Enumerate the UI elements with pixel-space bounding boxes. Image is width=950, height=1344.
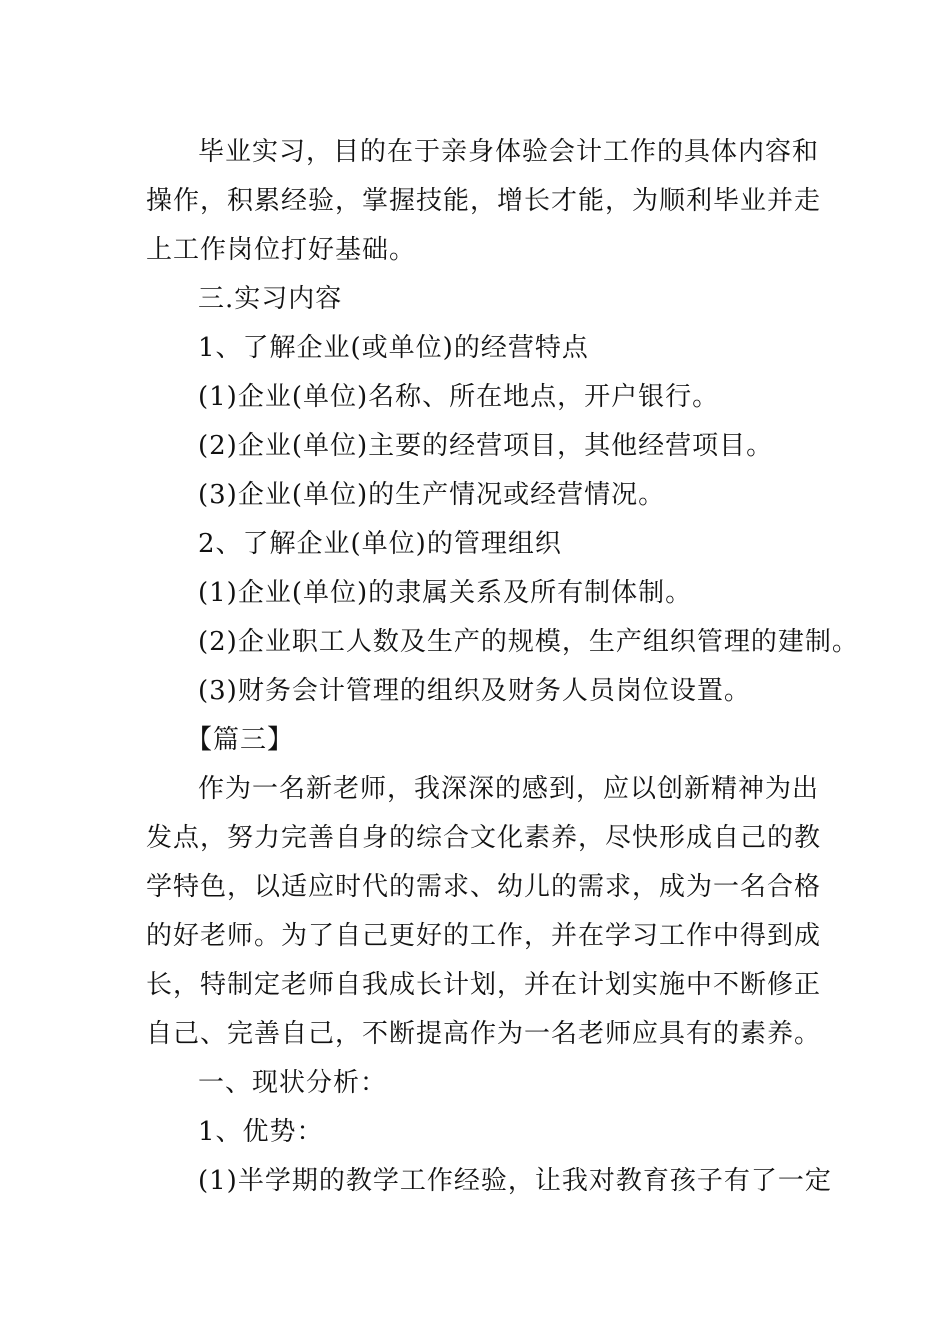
list-item: (2)企业(单位)主要的经营项目，其他经营项目。	[198, 431, 774, 461]
list-item: (1)企业(单位)的隶属关系及所有制体制。	[198, 578, 693, 608]
list-item: (1)企业(单位)名称、所在地点，开户银行。	[198, 382, 720, 412]
paragraph-line: 毕业实习，目的在于亲身体验会计工作的具体内容和	[198, 137, 820, 167]
paragraph-line: 学特色，以适应时代的需求、幼儿的需求，成为一名合格	[146, 872, 822, 902]
paragraph-line: 发点，努力完善自身的综合文化素养，尽快形成自己的教	[146, 823, 822, 853]
paragraph-line: 作为一名新老师，我深深的感到，应以创新精神为出	[198, 774, 820, 804]
paragraph-line: 自己、完善自己，不断提高作为一名老师应具有的素养。	[146, 1019, 822, 1049]
list-item: (3)财务会计管理的组织及财务人员岗位设置。	[198, 676, 751, 706]
document-body	[146, 128, 859, 1206]
list-item: (3)企业(单位)的生产情况或经营情况。	[198, 480, 666, 510]
subsection-heading: 1、优势：	[198, 1117, 324, 1147]
paragraph-line: 操作，积累经验，掌握技能，增长才能，为顺利毕业并走	[146, 186, 822, 216]
list-item: (1)半学期的教学工作经验，让我对教育孩子有了一定	[198, 1166, 832, 1196]
chapter-heading: 【篇三】	[186, 725, 295, 755]
paragraph-line: 的好老师。为了自己更好的工作，并在学习工作中得到成	[146, 921, 822, 951]
subsection-heading: 2、了解企业(单位)的管理组织	[198, 529, 562, 559]
section-heading: 一、现状分析：	[198, 1068, 388, 1098]
list-item: (2)企业职工人数及生产的规模，生产组织管理的建制。	[198, 627, 859, 657]
subsection-heading: 1、了解企业(或单位)的经营特点	[198, 333, 589, 363]
section-heading: 三.实习内容	[198, 284, 343, 314]
paragraph-line: 上工作岗位打好基础。	[146, 235, 417, 265]
paragraph-line: 长，特制定老师自我成长计划，并在计划实施中不断修正	[146, 970, 822, 1000]
